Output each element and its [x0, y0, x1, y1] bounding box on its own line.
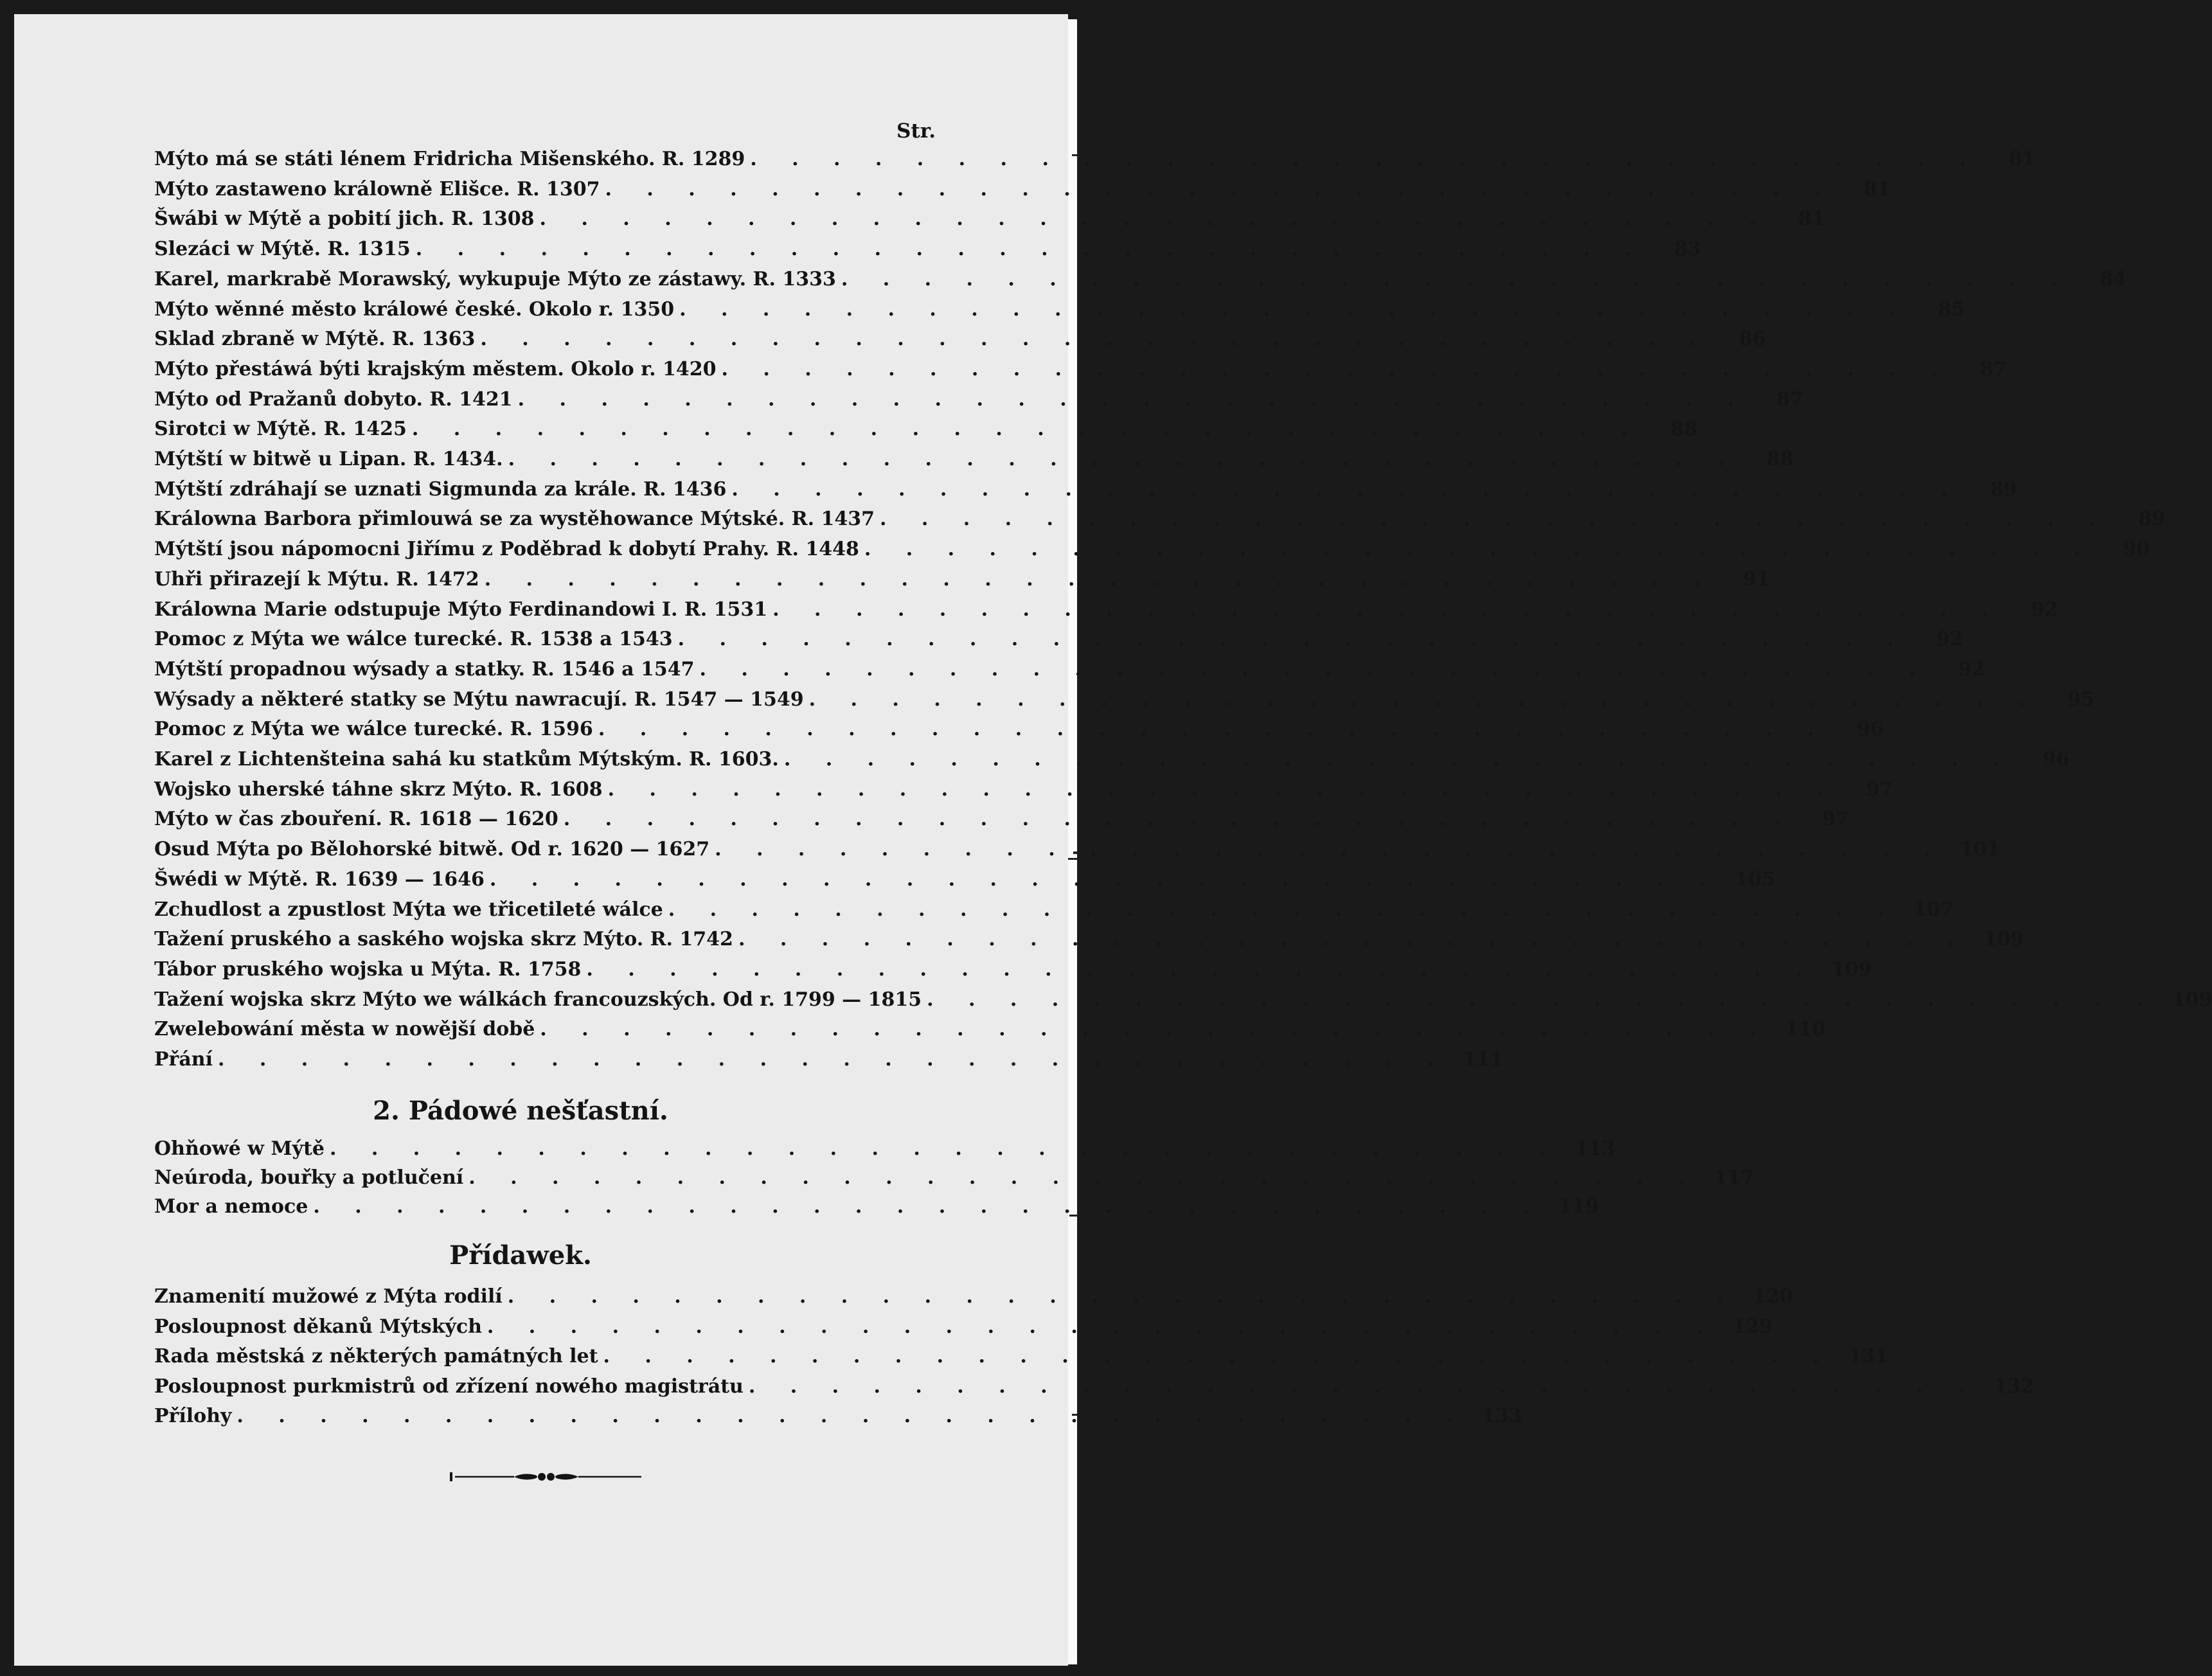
toc-entry-title: Zchudlost a zpustlost Mýta we třicetileté wálce	[154, 898, 663, 921]
toc-entry-page: 96	[1857, 718, 1884, 741]
dot-leader: . . . . . . . . . . . . . . . . . . . . . . . . . . . . . .	[783, 748, 2015, 771]
toc-entry-title: Přílohy	[154, 1405, 232, 1427]
dot-leader: . . . . . . . . . . . . . . . . . . . . . . . . . . . . . .	[864, 538, 2095, 561]
dot-leader: . . . . . . . . . . . . . . . . . . . . . . . . . . . . . .	[808, 688, 2039, 711]
toc-entry	[154, 688, 2094, 714]
dot-leader: . . . . . . . . . . . . . . . . . . . . . . . . . . . . . .	[313, 1195, 1544, 1218]
toc-entry-title: Wýsady a některé statky se Mýtu nawracují. R. 1547 — 1549	[154, 688, 804, 711]
toc-entry-title: Šwábi w Mýtě a pobití jich. R. 1308	[154, 208, 535, 231]
toc-entry	[154, 1018, 1826, 1044]
dot-leader: . . . . . . . . . . . . . . . . . . . . . . . . . . . . . .	[329, 1137, 1560, 1160]
toc-entry-title: Posloupnost děkanů Mýtských	[154, 1315, 482, 1338]
toc-entry	[154, 328, 1766, 353]
dot-leader: . . . . . . . . . . . . . . . . . . . . . . . . . . . . . .	[841, 267, 2072, 290]
toc-entry	[154, 657, 1985, 684]
dot-leader: . . . . . . . . . . . . . . . . . . . . . . . . . . . . . .	[517, 388, 1748, 411]
toc-entry	[154, 838, 2001, 864]
toc-entry-title: Neúroda, bouřky a potlučení	[154, 1166, 464, 1189]
toc-entry-page: 107	[1913, 898, 1954, 921]
toc-entry-page: 111	[1463, 1048, 1504, 1071]
toc-entry-page: 110	[1785, 1018, 1826, 1041]
toc-entry	[154, 477, 2017, 504]
toc-entry-page: 85	[1938, 298, 1965, 321]
toc-entry	[154, 598, 2058, 624]
toc-entry-title: Sirotci w Mýtě. R. 1425	[154, 418, 407, 441]
toc-entry-title: Králowna Marie odstupuje Mýto Ferdinandowi I. R. 1531	[154, 598, 768, 621]
toc-entry-page: 97	[1822, 808, 1850, 831]
dot-leader: . . . . . . . . . . . . . . . . . . . . . . . . . . . . . .	[879, 508, 2110, 531]
toc-entry-page: 109	[1983, 928, 2024, 951]
toc-entry	[154, 567, 1770, 594]
toc-entry-page: 91	[1743, 567, 1770, 591]
toc-entry	[154, 1405, 1522, 1431]
toc-entry-title: Mýto přestáwá býti krajským městem. Okolo r. 1420	[154, 357, 717, 380]
toc-entry-title: Mýto od Pražanů dobyto. R. 1421	[154, 388, 513, 411]
toc-entry	[154, 388, 1803, 414]
section-heading-padowe: 2. Pádowé nešťastní.	[373, 1096, 668, 1126]
toc-entry	[154, 177, 1891, 204]
toc-entry	[154, 267, 2127, 294]
toc-entry-title: Zwelebowání města w nowější době	[154, 1018, 535, 1041]
toc-entry-page: 92	[2031, 598, 2058, 621]
toc-entry	[154, 357, 2007, 384]
toc-entry-page: 88	[1670, 418, 1698, 441]
toc-entry-page: 109	[2172, 988, 2212, 1011]
toc-entry-title: Pomoc z Mýta we wálce turecké. R. 1538 a 1543	[154, 628, 673, 651]
toc-entry-title: Mýtští zdráhají se uznati Sigmunda za krále. R. 1436	[154, 477, 727, 501]
toc-entry-title: Mýtští propadnou wýsady a statky. R. 1546 a 1547	[154, 657, 695, 681]
toc-entry-title: Mor a nemoce	[154, 1195, 308, 1218]
toc-entry-title: Šwédi w Mýtě. R. 1639 — 1646	[154, 868, 485, 891]
toc-entry-title: Uhři přirazejí k Mýtu. R. 1472	[154, 567, 479, 591]
toc-entry	[154, 208, 1825, 233]
toc-entry-title: Mýto zastaweno králowně Elišce. R. 1307	[154, 177, 600, 201]
toc-entry-title: Ohňowé w Mýtě	[154, 1137, 325, 1160]
toc-entry	[154, 148, 2036, 174]
dot-leader: . . . . . . . . . . . . . . . . . . . . . . . . . . . . . .	[540, 1018, 1770, 1041]
toc-entry	[154, 298, 1965, 324]
toc-entry	[154, 718, 1884, 744]
dot-leader: . . . . . . . . . . . . . . . . . . . . . . . . . . . . . .	[603, 1345, 1833, 1368]
dot-leader: . . . . . . . . . . . . . . . . . . . . . . . . . . . . . .	[750, 148, 1981, 170]
dot-leader: . . . . . . . . . . . . . . . . . . . . . . . . . . . . . .	[563, 808, 1794, 831]
toc-entry-page: 131	[1848, 1345, 1889, 1368]
toc-entry-page: 95	[2067, 688, 2094, 711]
toc-entry-title: Karel, markrabě Morawský, wykupuje Mýto ze zástawy. R. 1333	[154, 267, 836, 290]
toc-entry-title: Znamenití mužowé z Mýta rodilí	[154, 1285, 503, 1308]
toc-entry-page: 97	[1866, 778, 1893, 801]
toc-entry	[154, 778, 1893, 804]
toc-entry-title: Tábor pruského wojska u Mýta. R. 1758	[154, 958, 582, 981]
toc-entry-page: 81	[2008, 148, 2036, 170]
dot-leader: . . . . . . . . . . . . . . . . . . . . . . . . . . . . . .	[468, 1166, 1699, 1189]
dot-leader: . . . . . . . . . . . . . . . . . . . . . . . . . . . . . .	[480, 328, 1711, 351]
toc-entry-title: Pomoc z Mýta we wálce turecké. R. 1596	[154, 718, 593, 741]
dot-leader: . . . . . . . . . . . . . . . . . . . . . . . . . . . . . .	[411, 418, 1643, 441]
toc-entry	[154, 1375, 2035, 1401]
toc-entry	[154, 1195, 1599, 1221]
toc-entry-title: Rada městská z některých památných let	[154, 1345, 598, 1368]
toc-entry	[154, 958, 1872, 984]
dot-leader: . . . . . . . . . . . . . . . . . . . . . . . . . . . . . .	[699, 657, 1930, 681]
toc-entry-page: 84	[2100, 267, 2127, 290]
toc-entry-page: 113	[1574, 1137, 1616, 1160]
toc-entry-title: Mýto wěnné město králowé české. Okolo r. 1350	[154, 298, 675, 321]
toc-entry-page: 101	[1959, 838, 2001, 861]
toc-entry-page: 120	[1753, 1285, 1793, 1308]
dot-leader: . . . . . . . . . . . . . . . . . . . . . . . . . . . . . .	[415, 238, 1646, 261]
toc-entry-title: Posloupnost purkmistrů od zřízení nowého magistrátu	[154, 1375, 744, 1398]
toc-entry-title: Wojsko uherské táhne skrz Mýto. R. 1608	[154, 778, 603, 801]
dot-leader: . . . . . . . . . . . . . . . . . . . . . . . . . . . . . .	[748, 1375, 1979, 1398]
toc-entry-title: Mýto w čas zbouření. R. 1618 — 1620	[154, 808, 558, 831]
dot-leader: . . . . . . . . . . . . . . . . . . . . . . . . . . . . . .	[677, 628, 1908, 651]
toc-entry	[154, 1137, 1616, 1163]
toc-entry	[154, 508, 2166, 533]
toc-entry-title: Slezáci w Mýtě. R. 1315	[154, 238, 411, 261]
toc-entry	[154, 1285, 1793, 1311]
toc-entry	[154, 1315, 1773, 1341]
toc-entry-title: Tažení pruského a saského wojska skrz Mýto. R. 1742	[154, 928, 733, 951]
toc-entry-page: 86	[1738, 328, 1766, 351]
toc-entry	[154, 628, 1963, 654]
dot-leader: . . . . . . . . . . . . . . . . . . . . . . . . . . . . . .	[486, 1315, 1718, 1338]
section-heading-pridawek: Přídawek.	[449, 1240, 592, 1270]
toc-entry-title: Tažení wojska skrz Mýto we wálkách francouzských. Od r. 1799 — 1815	[154, 988, 922, 1011]
toc-entry	[154, 418, 1698, 443]
toc-entry	[154, 538, 2150, 564]
toc-entry-title: Přání	[154, 1048, 213, 1071]
toc-entry	[154, 988, 2212, 1014]
toc-entry-page: 81	[1863, 177, 1891, 201]
toc-entry	[154, 1048, 1504, 1074]
toc-entry-page: 109	[1832, 958, 1872, 981]
ornament-divider	[450, 1470, 643, 1484]
dot-leader: . . . . . . . . . . . . . . . . . . . . . . . . . . . . . .	[738, 928, 1969, 951]
dot-leader: . . . . . . . . . . . . . . . . . . . . . . . . . . . . . .	[586, 958, 1817, 981]
toc-entry-title: Mýto má se státi lénem Fridricha Mišenského. R. 1289	[154, 148, 745, 170]
toc-entry-page: 105	[1735, 868, 1776, 891]
toc-entry-page: 89	[1990, 477, 2017, 501]
dot-leader: . . . . . . . . . . . . . . . . . . . . . . . . . . . . . .	[679, 298, 1910, 321]
toc-entry-title: Mýtští w bitwě u Lipan. R. 1434.	[154, 448, 503, 470]
dot-leader: . . . . . . . . . . . . . . . . . . . . . . . . . . . . . .	[605, 177, 1835, 201]
toc-entry-title: Mýtští jsou nápomocni Jiřímu z Poděbrad k dobytí Prahy. R. 1448	[154, 538, 859, 561]
dot-leader: . . . . . . . . . . . . . . . . . . . . . . . . . . . . . .	[731, 477, 1962, 501]
toc-entry	[154, 448, 1794, 474]
toc-entry	[154, 868, 1776, 894]
toc-entry-page: 92	[1936, 628, 1963, 651]
toc-entry-page: 117	[1713, 1166, 1754, 1189]
dot-leader: . . . . . . . . . . . . . . . . . . . . . . . . . . . . . .	[484, 567, 1715, 591]
dot-leader: . . . . . . . . . . . . . . . . . . . . . . . . . . . . . .	[721, 357, 1952, 380]
dot-leader: . . . . . . . . . . . . . . . . . . . . . . . . . . . . . .	[598, 718, 1829, 741]
dot-leader: . . . . . . . . . . . . . . . . . . . . . . . . . . . . . .	[508, 448, 1738, 470]
toc-entry-page: 133	[1482, 1405, 1522, 1427]
dot-leader: . . . . . . . . . . . . . . . . . . . . . . . . . . . . . .	[772, 598, 2003, 621]
dot-leader: . . . . . . . . . . . . . . . . . . . . . . . . . . . . . .	[218, 1048, 1449, 1071]
dot-leader: . . . . . . . . . . . . . . . . . . . . . . . . . . . . . .	[507, 1285, 1738, 1308]
toc-entry-title: Karel z Lichtenšteina sahá ku statkům Mýtským. R. 1603.	[154, 748, 779, 771]
toc-entry	[154, 808, 1850, 834]
dot-leader: . . . . . . . . . . . . . . . . . . . . . . . . . . . . . .	[539, 208, 1770, 231]
page-column-header: Str.	[896, 120, 936, 143]
toc-entry-page: 119	[1558, 1195, 1599, 1218]
toc-entry-title: Osud Mýta po Bělohorské bitwě. Od r. 1620 — 1627	[154, 838, 710, 861]
toc-entry	[154, 898, 1954, 924]
toc-entry-page: 132	[1993, 1375, 2035, 1398]
toc-entry-page: 92	[1958, 657, 1985, 681]
toc-entry-page: 96	[2042, 748, 2070, 771]
dot-leader: . . . . . . . . . . . . . . . . . . . . . . . . . . . . . .	[607, 778, 1838, 801]
dot-leader: . . . . . . . . . . . . . . . . . . . . . . . . . . . . . .	[715, 838, 1945, 861]
toc-entry	[154, 238, 1702, 263]
toc-entry	[154, 928, 2024, 954]
toc-entry-page: 87	[1776, 388, 1803, 411]
toc-entry-page: 129	[1732, 1315, 1773, 1338]
toc-entry-page: 90	[2123, 538, 2150, 561]
dot-leader: . . . . . . . . . . . . . . . . . . . . . . . . . . . . . .	[668, 898, 1898, 921]
dot-leader: . . . . . . . . . . . . . . . . . . . . . . . . . . . . . .	[927, 988, 2157, 1011]
toc-entry	[154, 1345, 1889, 1371]
toc-entry-page: 89	[2138, 508, 2166, 531]
toc-entry-page: 81	[1798, 208, 1825, 231]
toc-entry-page: 83	[1674, 238, 1702, 261]
dot-leader: . . . . . . . . . . . . . . . . . . . . . . . . . . . . . .	[236, 1405, 1467, 1427]
dot-leader: . . . . . . . . . . . . . . . . . . . . . . . . . . . . . .	[489, 868, 1720, 891]
toc-entry	[154, 1166, 1754, 1192]
toc-entry	[154, 748, 2070, 774]
toc-entry-page: 88	[1767, 448, 1794, 470]
toc-entry-title: Sklad zbraně w Mýtě. R. 1363	[154, 328, 476, 351]
toc-entry-page: 87	[1979, 357, 2007, 380]
toc-entry-title: Králowna Barbora přimlouwá se za wystěhowance Mýtské. R. 1437	[154, 508, 875, 531]
